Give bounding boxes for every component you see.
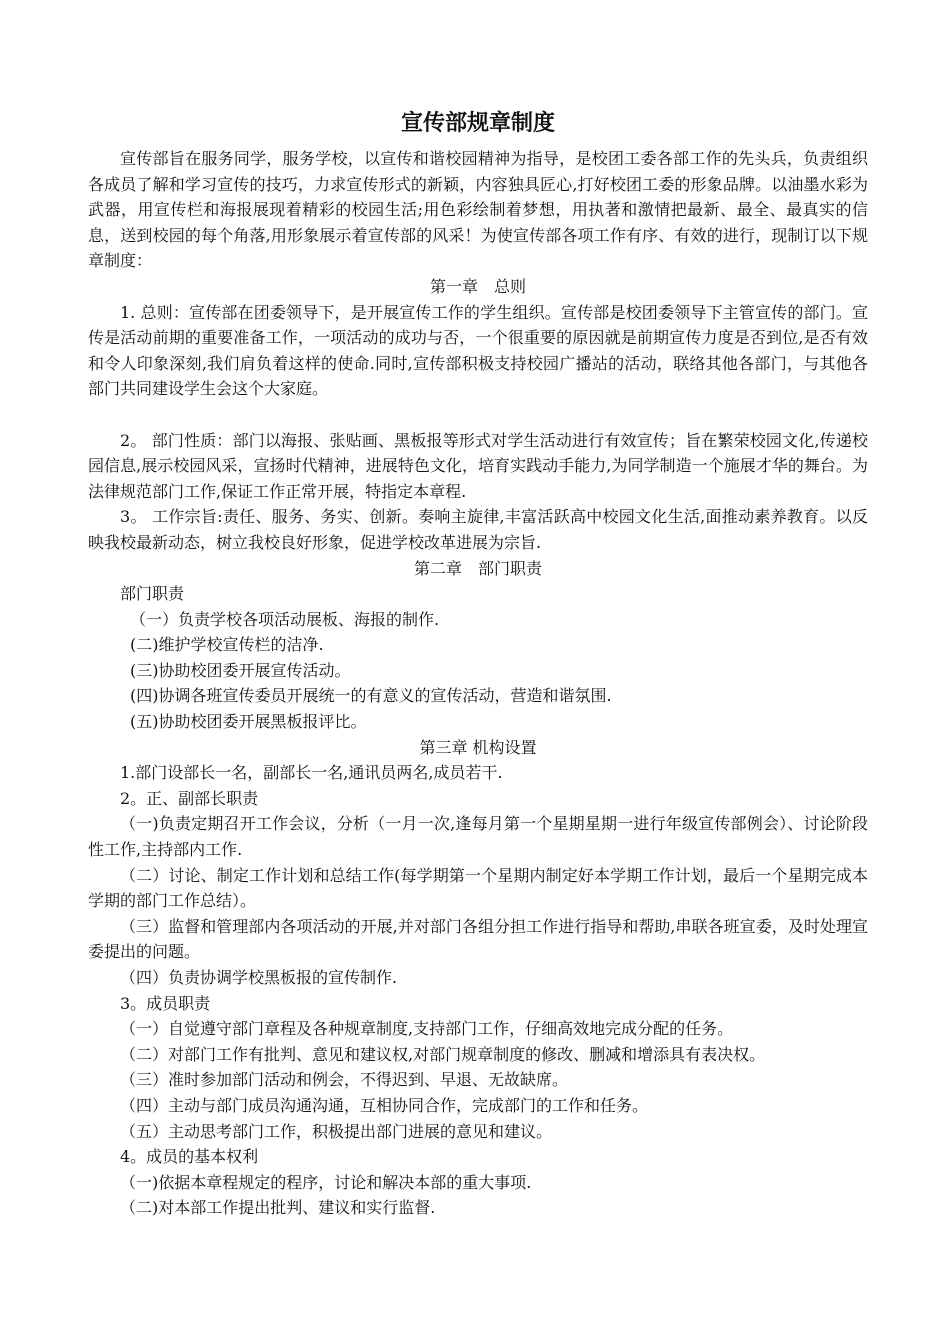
- list-item: （五）主动思考部门工作，积极提出部门进展的意见和建议。: [120, 1121, 553, 1141]
- chapter-3-article-1: 1.部门设部长一名，副部长一名,通讯员两名,成员若干.: [120, 763, 503, 783]
- list-item: （三）准时参加部门活动和例会，不得迟到、早退、无故缺席。: [120, 1070, 569, 1090]
- chapter-2-label: 部门职责: [120, 584, 185, 604]
- document-page: [88, 108, 868, 1221]
- list-item: （一)负责定期召开工作会议，分析（一月一次,逢每月第一个星期星期一进行年级宣传部例会）、讨论阶段性工作,主持部内工作.: [88, 814, 868, 860]
- chapter-1-heading: 第一章 总则: [429, 276, 526, 296]
- intro-paragraph: 宣传部旨在服务同学，服务学校，以宣传和谐校园精神为指导，是校团工委各部工作的先头兵，负责组织各成员了解和学习宣传的技巧，力求宣传形式的新颖，内容独具匠心,打好校团工委的形象品牌。以油墨水彩为武器，用宣传栏和海报展现着精彩的校园生活;用色彩绘制着梦想，用执著和激情把最新、最全、最真实的信息，送到校园的每个角落,用形象展示着宣传部的风采！为使宣传部各项工作有序、有效的进行，现制订以下规章制度：: [88, 149, 868, 271]
- blank-line: [88, 402, 868, 428]
- list-item: (三)协助校团委开展宣传活动。: [130, 660, 351, 680]
- list-item: （一)依据本章程规定的程序，讨论和解决本部的重大事项.: [120, 1172, 532, 1192]
- document-title: 宣传部规章制度: [400, 111, 555, 136]
- list-item: （二)对本部工作提出批判、建议和实行监督.: [120, 1198, 436, 1218]
- chapter-3-article-4: 4。成员的基本权利: [120, 1147, 259, 1167]
- chapter-2-heading: 第二章 部门职责: [413, 558, 542, 578]
- list-item: （三）监督和管理部内各项活动的开展,并对部门各组分担工作进行指导和帮助,串联各班宣委，及时处理宣委提出的问题。: [88, 916, 868, 962]
- list-item: (四)协调各班宣传委员开展统一的有意义的宣传活动，营造和谐氛围.: [130, 686, 612, 706]
- chapter-3-article-2: 2。正、副部长职责: [120, 788, 259, 808]
- list-item: （四）负责协调学校黑板报的宣传制作.: [120, 968, 398, 987]
- list-item: （一）负责学校各项活动展板、海报的制作.: [130, 609, 440, 629]
- list-item: （二）讨论、制定工作计划和总结工作(每学期第一个星期内制定好本学期工作计划，最后一个星期完成本学期的部门工作总结）。: [88, 865, 868, 911]
- list-item: （四）主动与部门成员沟通沟通，互相协同合作，完成部门的工作和任务。: [120, 1095, 649, 1115]
- chapter-1-article-2: 2。 部门性质：部门以海报、张贴画、黑板报等形式对学生活动进行有效宣传；旨在繁荣校园文化,传递校园信息,展示校园风采，宣扬时代精神，进展特色文化，培育实践动手能力,为同学制造一个施展才华的舞台。为法律规范部门工作,保证工作正常开展，特指定本章程.: [88, 430, 868, 501]
- list-item: （二）对部门工作有批判、意见和建议权,对部门规章制度的修改、删减和增添具有表决权。: [120, 1044, 766, 1064]
- chapter-1-article-3: 3。 工作宗旨:责任、服务、务实、创新。奏响主旋律,丰富活跃高中校园文化生活,面推动素养教育。以反映我校最新动态，树立我校良好形象，促进学校改革进展为宗旨.: [88, 507, 868, 552]
- chapter-3-article-3: 3。成员职责: [120, 993, 211, 1013]
- list-item: (五)协助校团委开展黑板报评比。: [130, 712, 367, 732]
- list-item: （一）自觉遵守部门章程及各种规章制度,支持部门工作，仔细高效地完成分配的任务。: [120, 1019, 734, 1039]
- chapter-3-heading: 第三章 机构设置: [419, 737, 537, 757]
- list-item: (二)维护学校宣传栏的洁净.: [130, 635, 324, 655]
- chapter-1-article-1: 1. 总则：宣传部在团委领导下，是开展宣传工作的学生组织。宣传部是校团委领导下主管宣传的部门。宣传是活动前期的重要准备工作，一项活动的成功与否，一个很重要的原因就是前期宣传力度是否到位,是否有效和令人印象深刻,我们肩负着这样的使命.同时,宣传部积极支持校园广播站的活动，联络其他各部门，与其他各部门共同建设学生会这个大家庭。: [88, 302, 868, 399]
